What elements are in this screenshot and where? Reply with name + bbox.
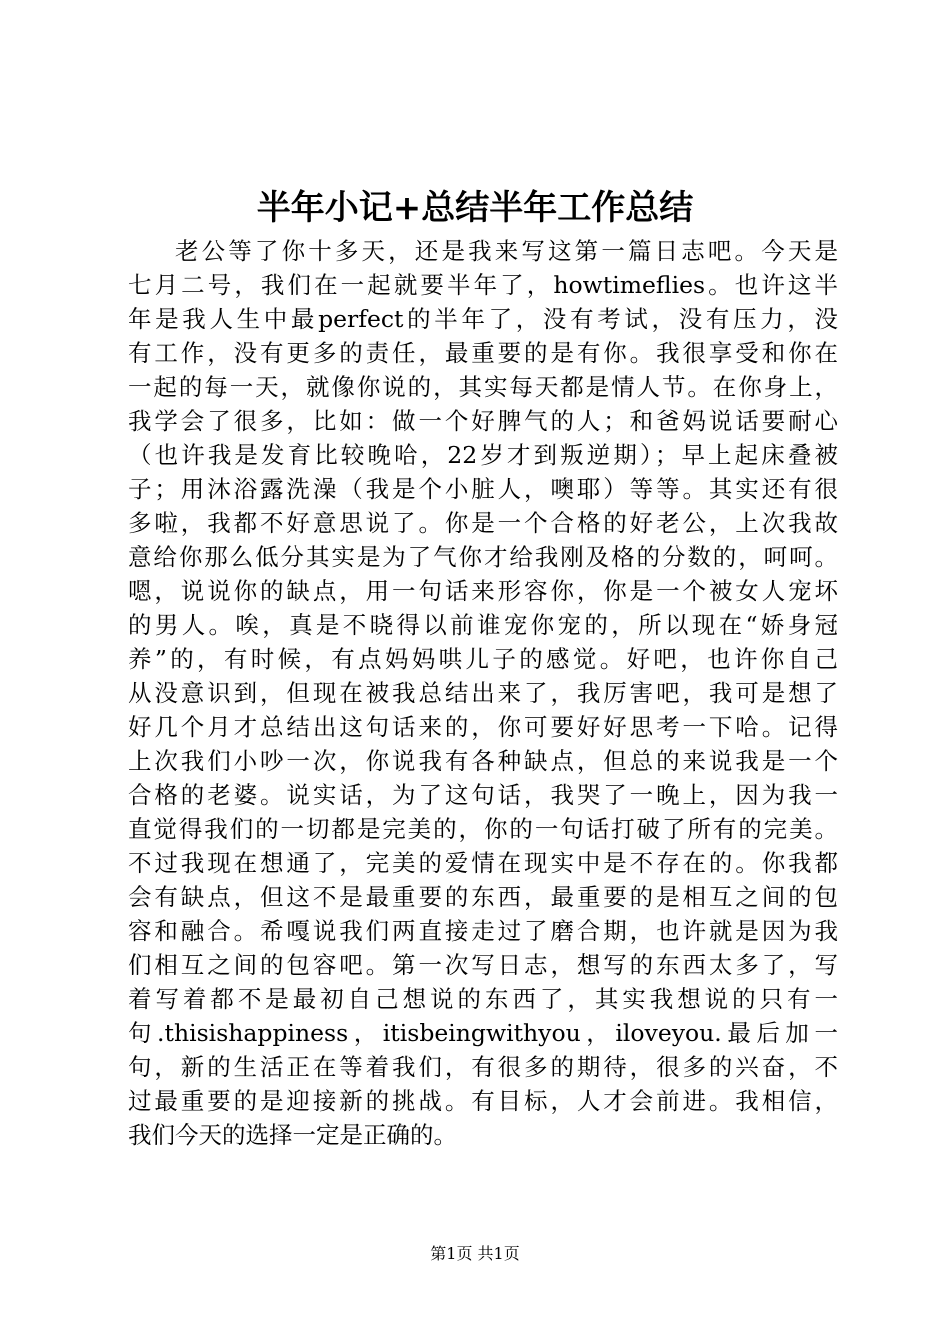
body-line: 直觉得我们的一切都是完美的，你的一句话打破了所有的完美。 (128, 815, 838, 843)
body-line: 会有缺点，但这不是最重要的东西，最重要的是相互之间的包 (128, 883, 838, 911)
document-title: 半年小记+总结半年工作总结 (256, 188, 694, 228)
body-line: 嗯，说说你的缺点，用一句话来形容你，你是一个被女人宠坏 (128, 577, 838, 605)
body-line: 从没意识到，但现在被我总结出来了，我厉害吧，我可是想了 (128, 679, 838, 707)
document-body (128, 234, 838, 1152)
body-line: 有工作，没有更多的责任，最重要的是有你。我很享受和你在 (128, 339, 838, 367)
body-line: 句.thisishappiness，itisbeingwithyou，iloveyou.最后加一 (128, 1019, 838, 1047)
body-line: 合格的老婆。说实话，为了这句话，我哭了一晚上，因为我一 (128, 781, 838, 809)
body-line: 子；用沐浴露洗澡（我是个小脏人，噢耶）等等。其实还有很 (128, 475, 838, 503)
body-line: 老公等了你十多天，还是我来写这第一篇日志吧。今天是 (175, 237, 838, 265)
page-footer: 第1页 共1页 (430, 1244, 520, 1263)
body-line: 养”的，有时候，有点妈妈哄儿子的感觉。好吧，也许你自己 (128, 645, 838, 673)
body-line: 上次我们小吵一次，你说我有各种缺点，但总的来说我是一个 (128, 747, 838, 775)
body-line: 容和融合。希嘎说我们两直接走过了磨合期，也许就是因为我 (128, 917, 838, 945)
body-line: （也许我是发育比较晚哈，22岁才到叛逆期）；早上起床叠被 (128, 441, 838, 469)
body-line: 七月二号，我们在一起就要半年了，howtimeflies。也许这半 (128, 271, 838, 299)
body-line: 不过我现在想通了，完美的爱情在现实中是不存在的。你我都 (128, 849, 838, 877)
body-line: 年是我人生中最perfect的半年了，没有考试，没有压力，没 (128, 305, 838, 333)
body-line: 我学会了很多，比如：做一个好脾气的人；和爸妈说话要耐心 (128, 407, 838, 435)
body-line: 的男人。唉，真是不晓得以前谁宠你宠的，所以现在“娇身冠 (128, 611, 838, 639)
body-line: 们相互之间的包容吧。第一次写日志，想写的东西太多了，写 (128, 951, 838, 979)
body-line: 我们今天的选择一定是正确的。 (128, 1121, 457, 1149)
body-line: 过最重要的是迎接新的挑战。有目标，人才会前进。我相信， (128, 1087, 838, 1115)
body-line: 一起的每一天，就像你说的，其实每天都是情人节。在你身上， (128, 373, 838, 401)
body-line: 好几个月才总结出这句话来的，你可要好好思考一下哈。记得 (128, 713, 838, 741)
body-line: 着写着都不是最初自己想说的东西了，其实我想说的只有一 (128, 985, 838, 1013)
body-line: 意给你那么低分其实是为了气你才给我刚及格的分数的，呵呵。 (128, 543, 838, 571)
body-line: 句，新的生活正在等着我们，有很多的期待，很多的兴奋，不 (128, 1053, 838, 1081)
body-line: 多啦，我都不好意思说了。你是一个合格的好老公，上次我故 (128, 509, 838, 537)
